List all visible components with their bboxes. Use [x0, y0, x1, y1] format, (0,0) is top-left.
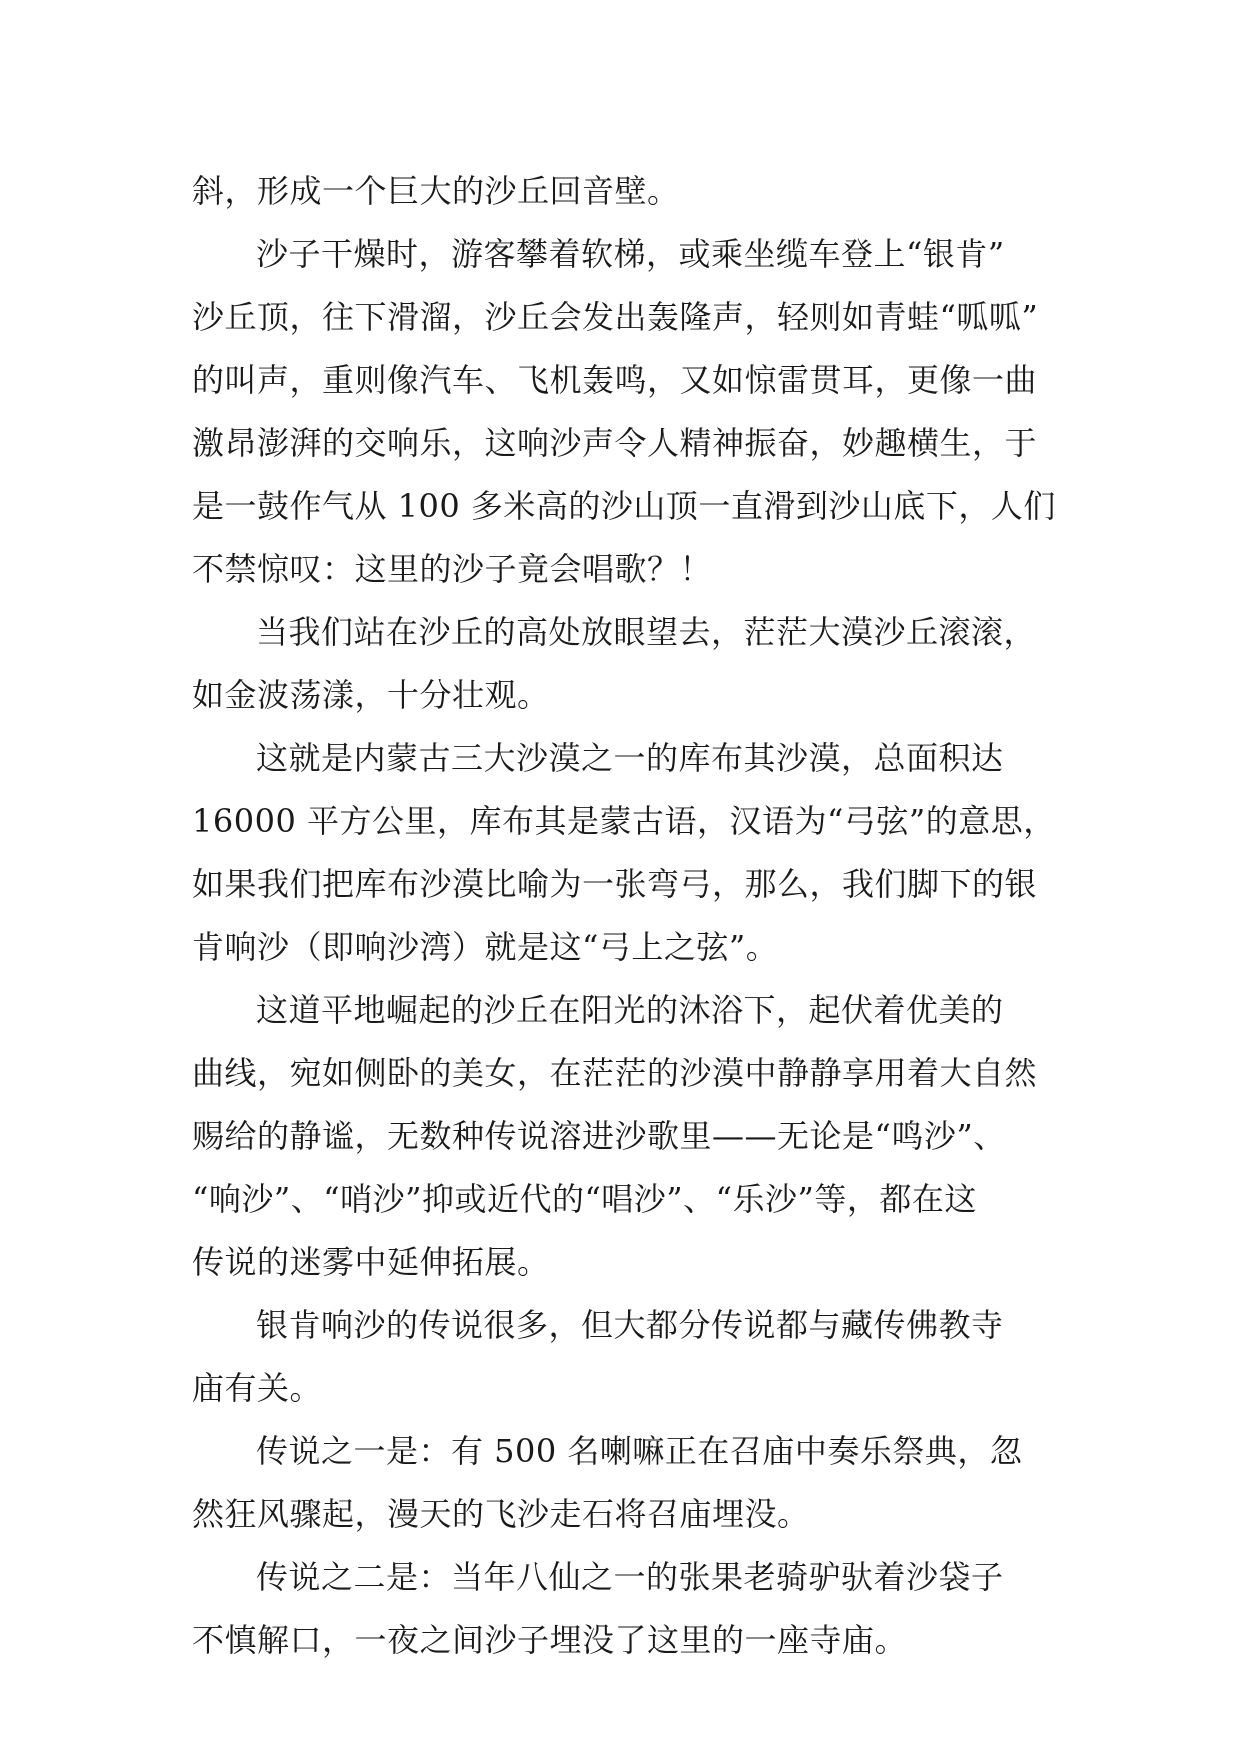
text-line: 传说的迷雾中延伸拓展。 [192, 1243, 550, 1281]
paragraph-8 [192, 1546, 1054, 1672]
text-line: 16000 平方公里，库布其是蒙古语，汉语为“弓弦”的意思， [192, 802, 1056, 840]
paragraph-1 [192, 160, 1054, 223]
text-line: “响沙”、“哨沙”抑或近代的“唱沙”、“乐沙”等，都在这 [192, 1180, 977, 1218]
text-line: 不禁惊叹：这里的沙子竟会唱歌？！ [192, 550, 713, 588]
paragraph-6 [192, 1294, 1054, 1420]
text-line: 这就是内蒙古三大沙漠之一的库布其沙漠，总面积达 [256, 739, 1004, 777]
paragraph-2 [192, 223, 1054, 601]
text-line: 这道平地崛起的沙丘在阳光的沐浴下，起伏着优美的 [256, 991, 1004, 1029]
text-line: 然狂风骤起，漫天的飞沙走石将召庙埋没。 [192, 1495, 810, 1533]
text-line: 沙丘顶，往下滑溜，沙丘会发出轰隆声，轻则如青蛙“呱呱” [192, 298, 1039, 336]
text-line: 赐给的静谧，无数种传说溶进沙歌里——无论是“鸣沙”、 [192, 1117, 1006, 1155]
paragraph-5 [192, 979, 1054, 1294]
text-line: 的叫声，重则像汽车、飞机轰鸣，又如惊雷贯耳，更像一曲 [192, 361, 1038, 399]
paragraph-4 [192, 727, 1054, 979]
text-line: 如果我们把库布沙漠比喻为一张弯弓，那么，我们脚下的银 [192, 865, 1038, 903]
text-line: 斜，形成一个巨大的沙丘回音壁。 [192, 172, 680, 210]
text-line: 银肯响沙的传说很多，但大都分传说都与藏传佛教寺 [256, 1306, 1004, 1344]
text-line: 激昂澎湃的交响乐，这响沙声令人精神振奋，妙趣横生，于 [192, 424, 1038, 462]
text-line: 不慎解口，一夜之间沙子埋没了这里的一座寺庙。 [192, 1621, 908, 1659]
text-line: 沙子干燥时，游客攀着软梯，或乘坐缆车登上“银肯” [256, 235, 1005, 273]
text-line: 庙有关。 [192, 1369, 323, 1407]
paragraph-7 [192, 1420, 1054, 1546]
text-line: 是一鼓作气从 100 多米高的沙山顶一直滑到沙山底下，人们 [192, 487, 1056, 525]
text-line: 肯响沙（即响沙湾）就是这“弓上之弦”。 [192, 928, 779, 966]
text-line: 传说之二是：当年八仙之一的张果老骑驴驮着沙袋子 [256, 1558, 1004, 1596]
paragraph-3 [192, 601, 1054, 727]
body-text [192, 160, 1054, 1672]
text-line: 曲线，宛如侧卧的美女，在茫茫的沙漠中静静享用着大自然 [192, 1054, 1038, 1092]
text-line: 传说之一是：有 500 名喇嘛正在召庙中奏乐祭典，忽 [256, 1432, 1023, 1470]
text-line: 当我们站在沙丘的高处放眼望去，茫茫大漠沙丘滚滚， [256, 613, 1037, 651]
text-line: 如金波荡漾，十分壮观。 [192, 676, 550, 714]
